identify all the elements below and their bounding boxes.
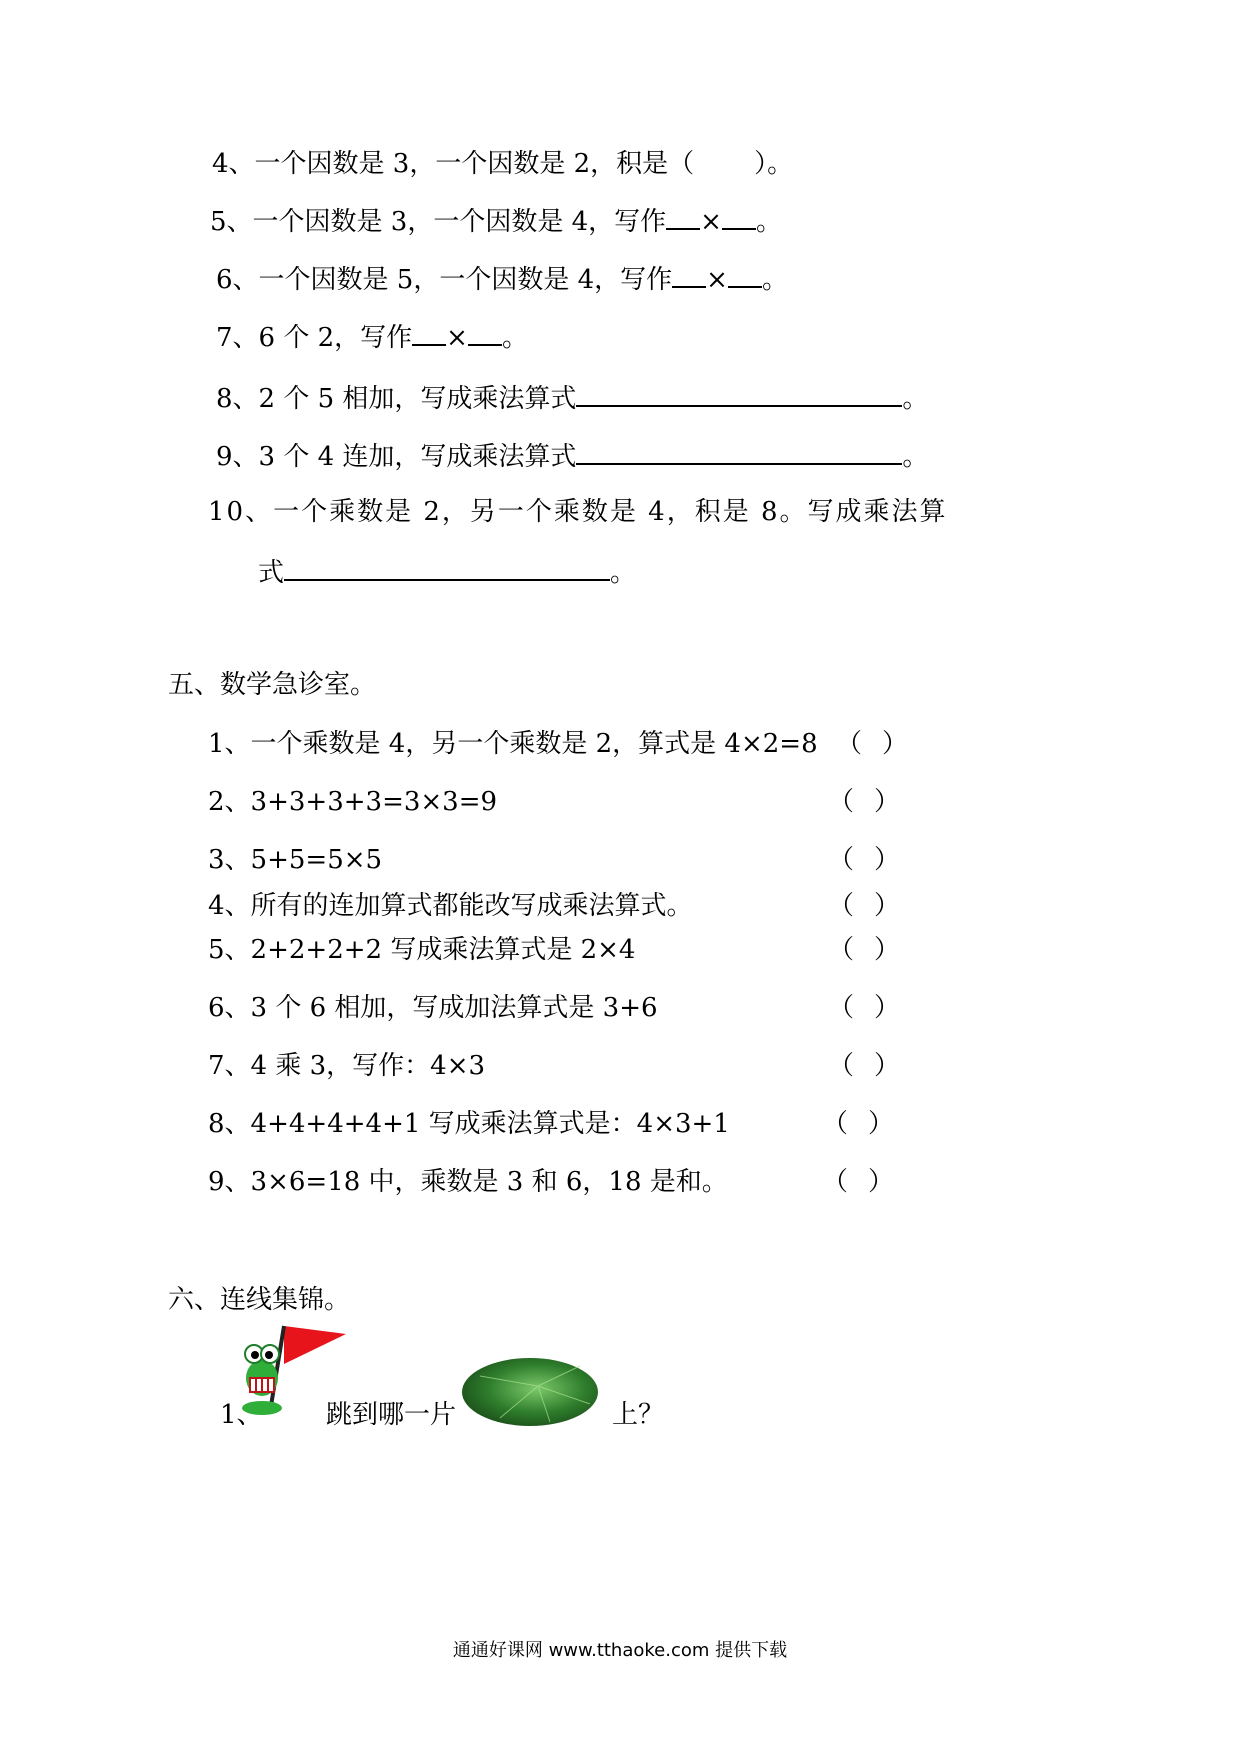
answer-parens[interactable]: （ ） xyxy=(828,935,901,965)
true-false-item: 6、3 个 6 相加，写成加法算式是 3+6 xyxy=(208,993,658,1023)
answer-line[interactable] xyxy=(576,379,902,407)
question-6-1-number: 1、 xyxy=(220,1400,263,1430)
section-5-title: 五、数学急诊室。 xyxy=(168,670,377,700)
question-9: 9、3 个 4 连加，写成乘法算式 。 xyxy=(216,437,928,474)
question-6: 6、一个因数是 5，一个因数是 4，写作 × 。 xyxy=(216,265,788,295)
section-6-title: 六、连线集锦。 xyxy=(168,1285,351,1315)
answer-parens[interactable]: （ ） xyxy=(822,1167,895,1197)
true-false-item: 9、3×6=18 中，乘数是 3 和 6，18 是和。 xyxy=(208,1167,728,1197)
answer-line[interactable] xyxy=(284,553,610,581)
true-false-item: 1、一个乘数是 4，另一个乘数是 2，算式是 4×2=8 xyxy=(208,729,818,759)
true-false-item: 5、2+2+2+2 写成乘法算式是 2×4 xyxy=(208,935,636,965)
answer-parens[interactable]: （ ） xyxy=(828,845,901,875)
answer-blank[interactable] xyxy=(672,264,706,288)
question-8: 8、2 个 5 相加，写成乘法算式 。 xyxy=(216,379,928,416)
answer-parens[interactable]: （ ） xyxy=(828,891,901,921)
question-7: 7、6 个 2，写作 × 。 xyxy=(216,323,528,353)
answer-parens[interactable]: （ ） xyxy=(828,1051,901,1081)
question-6-1-text: 跳到哪一片 xyxy=(326,1400,457,1430)
true-false-item: 2、3+3+3+3=3×3=9 xyxy=(208,787,498,817)
flag-icon xyxy=(284,1326,346,1364)
answer-parens[interactable]: （ ） xyxy=(822,1109,895,1139)
lily-pad-icon xyxy=(460,1356,600,1428)
answer-blank[interactable] xyxy=(412,322,446,346)
question-6-1-end: 上？ xyxy=(612,1400,665,1430)
true-false-item: 4、所有的连加算式都能改写成乘法算式。 xyxy=(208,891,693,921)
answer-line[interactable] xyxy=(576,437,902,465)
question-4: 4、一个因数是 3，一个因数是 2，积是（ ）。 xyxy=(212,149,794,179)
page-footer: 通通好课网 www.tthaoke.com 提供下载 xyxy=(452,1640,788,1661)
answer-blank[interactable] xyxy=(722,206,756,230)
answer-parens[interactable]: （ ） xyxy=(828,993,901,1023)
answer-blank[interactable] xyxy=(468,322,502,346)
true-false-item: 8、4+4+4+4+1 写成乘法算式是：4×3+1 xyxy=(208,1109,730,1139)
question-10-line1: 10、一个乘数是 2，另一个乘数是 4，积是 8。写成乘法算 xyxy=(208,497,948,527)
true-false-item: 3、5+5=5×5 xyxy=(208,845,383,875)
answer-parens[interactable]: （ ） xyxy=(828,787,901,817)
answer-blank[interactable] xyxy=(666,206,700,230)
answer-parens[interactable]: （ ） xyxy=(836,729,909,759)
question-10-line2: 式 。 xyxy=(258,553,636,590)
true-false-item: 7、4 乘 3，写作：4×3 xyxy=(208,1051,486,1081)
question-5: 5、一个因数是 3，一个因数是 4，写作 × 。 xyxy=(210,207,782,237)
answer-blank[interactable] xyxy=(728,264,762,288)
